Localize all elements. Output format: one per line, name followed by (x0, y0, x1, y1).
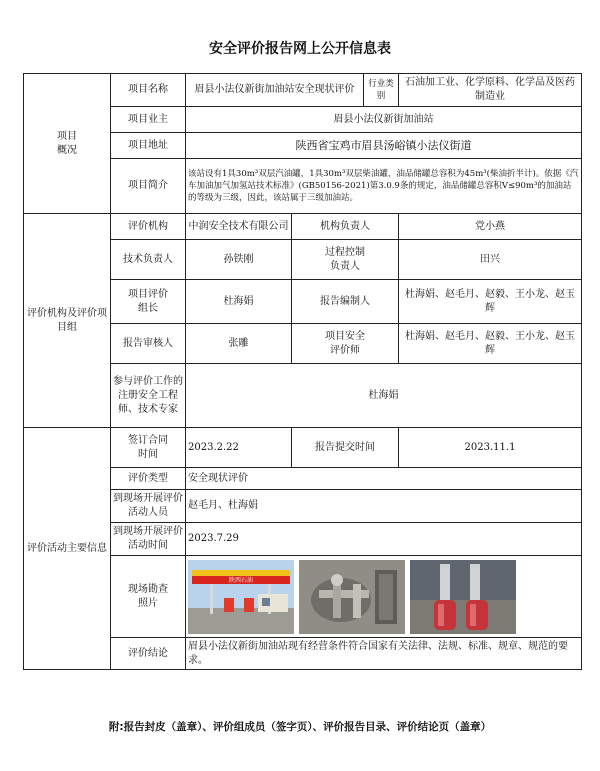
photos-label: 现场勘查 照片 (111, 556, 186, 638)
intro: 该站设有1具30m³双层汽油罐，1具30m³双层柴油罐，油品储罐总容积为45m³(柴油折半计)。依据《汽车加油加气加氢站技术标准》(GB50156-2021)第3.0.9条的规定，油品储罐总容积V≤90m³的加油站的等级为三级，因此，该站属于三级加油站。 (186, 159, 582, 214)
team-leader-label: 项目评价 组长 (111, 280, 186, 324)
section-activity: 评价活动主要信息 (24, 428, 111, 670)
address-label: 项目地址 (111, 133, 186, 159)
contract-date: 2023.2.22 (186, 428, 292, 468)
tech-head-label: 技术负责人 (111, 240, 186, 280)
contract-label: 签订合同 时间 (111, 428, 186, 468)
address: 陕西省宝鸡市眉县汤峪镇小法仪街道 (186, 133, 582, 159)
submit-date: 2023.11.1 (399, 428, 582, 468)
authors: 杜海娟、赵毛月、赵毅、王小龙、赵玉辉 (399, 280, 582, 324)
photo-tank-pipes (299, 560, 405, 634)
footer-note: 附:报告封皮（盖章）、评价组成员（签字页）、评价报告目录、评价结论页（盖章） (108, 721, 492, 733)
conclusion-label: 评价结论 (111, 638, 186, 670)
site-staff-label: 到现场开展评价活动人员 (111, 490, 186, 523)
org-head: 党小燕 (399, 214, 582, 240)
conclusion: 眉县小法仪新街加油站现有经营条件符合国家有关法律、法规、标准、规章、规范的要求。 (186, 638, 582, 670)
info-table (23, 73, 582, 670)
project-name: 眉县小法仪新街加油站安全现状评价 (186, 74, 364, 107)
submit-label: 报告提交时间 (292, 428, 399, 468)
safety-assessors: 杜海娟、赵毛月、赵毅、王小龙、赵玉辉 (399, 324, 582, 364)
section-org: 评价机构及评价项目组 (24, 214, 111, 428)
team-leader: 杜海娟 (186, 280, 292, 324)
org: 中润安全技术有限公司 (186, 214, 292, 240)
site-staff: 赵毛月、杜海娟 (186, 490, 582, 523)
tech-head: 孙铁刚 (186, 240, 292, 280)
org-head-label: 机构负责人 (292, 214, 399, 240)
section-overview: 项目 概况 (24, 74, 111, 214)
photo-fire-extinguishers (410, 560, 516, 634)
type-label: 评价类型 (111, 468, 186, 490)
reviewer-label: 报告审核人 (111, 324, 186, 364)
site-time: 2023.7.29 (186, 523, 582, 556)
industry: 石油加工业、化学原料、化学品及医药制造业 (399, 74, 582, 107)
type: 安全现状评价 (186, 468, 582, 490)
canopy-sign: 陕西石油 (228, 576, 254, 584)
org-label: 评价机构 (111, 214, 186, 240)
photos-row (188, 558, 581, 636)
engineers: 杜海娟 (186, 364, 582, 428)
industry-label: 行业类别 (364, 74, 399, 107)
author-label: 报告编制人 (292, 280, 399, 324)
engineers-label: 参与评价工作的注册安全工程师、技术专家 (111, 364, 186, 428)
project-name-label: 项目名称 (111, 74, 186, 107)
owner-label: 项目业主 (111, 107, 186, 133)
reviewer: 张雕 (186, 324, 292, 364)
page-title: 安全评价报告网上公开信息表 (209, 41, 391, 57)
process-head-label: 过程控制 负责人 (292, 240, 399, 280)
intro-label: 项目简介 (111, 159, 186, 214)
site-time-label: 到现场开展评价活动时间 (111, 523, 186, 556)
safety-assessor-label: 项目安全 评价师 (292, 324, 399, 364)
process-head: 田兴 (399, 240, 582, 280)
photo-station-canopy (188, 560, 294, 634)
owner: 眉县小法仪新街加油站 (186, 107, 582, 133)
